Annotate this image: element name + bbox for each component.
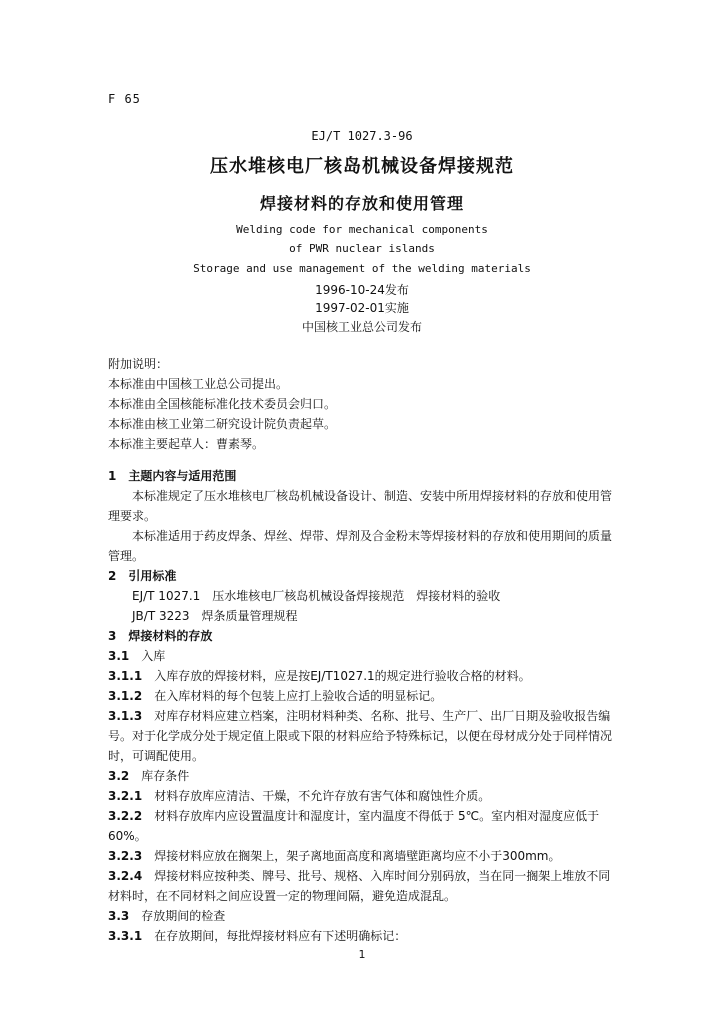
clause-number: 3.3.1	[108, 929, 143, 943]
clause-number: 3.1	[108, 649, 130, 663]
clause-text: 在入库材料的每个包装上应打上验收合适的明显标记。	[154, 689, 443, 703]
page-title: 压水堆核电厂核岛机械设备焊接规范	[210, 156, 514, 177]
clause-number: 3.2.4	[108, 869, 143, 883]
section-2-heading: 2 引用标准	[108, 569, 177, 583]
clause-3-2-2	[108, 806, 616, 846]
section-3-heading: 3 焊接材料的存放	[108, 629, 213, 643]
clause-3-1-3	[108, 706, 616, 766]
clause-text: 焊接材料应按种类、牌号、批号、规格、入库时间分别码放，当在同一搁架上堆放不同材料时，在不同材料之间应设置一定的物理间隔，避免造成混乱。	[108, 869, 611, 903]
clause-number: 3.3	[108, 909, 130, 923]
clause-text: 材料存放库内应设置温度计和湿度计，室内温度不得低于 5℃。室内相对湿度应低于60%。	[108, 809, 600, 843]
english-title-line-1: Welding code for mechanical components	[236, 223, 488, 236]
clause-number: 3.1.1	[108, 669, 143, 683]
clause-text: 材料存放库应清洁、干燥，不允许存放有害气体和腐蚀性介质。	[154, 789, 491, 803]
clause-text: 对库存材料应建立档案，注明材料种类、名称、批号、生产厂、出厂日期及验收报告编号。对于化学成分处于规定值上限或下限的材料应给予特殊标记，以便在母材成分处于同样情况时，可调配使用。	[108, 709, 613, 763]
clause-text: 在存放期间，每批焊接材料应有下述明确标记：	[154, 929, 407, 943]
section-1-paragraph-1: 本标准规定了压水堆核电厂核岛机械设备设计、制造、安装中所用焊接材料的存放和使用管理要求。	[108, 489, 613, 523]
clause-number: 3.2.1	[108, 789, 143, 803]
reference-1: EJ/T 1027.1 压水堆核电厂核岛机械设备焊接规范 焊接材料的验收	[132, 589, 501, 603]
category-code: F 65	[108, 92, 141, 106]
section-1-heading: 1 主题内容与适用范围	[108, 469, 237, 483]
page-subtitle: 焊接材料的存放和使用管理	[259, 194, 464, 213]
clause-text: 焊接材料应放在搁架上，架子离地面高度和离墙壁距离均应不小于300mm。	[154, 849, 561, 863]
clause-3-2-3	[108, 846, 616, 866]
section-1-paragraph-2: 本标准适用于药皮焊条、焊丝、焊带、焊剂及合金粉末等焊接材料的存放和使用期间的质量管理。	[108, 529, 613, 563]
notes-heading: 附加说明：	[108, 357, 169, 371]
english-title-line-2: of PWR nuclear islands	[289, 242, 435, 255]
clause-3-2	[108, 766, 616, 786]
clause-number: 3.2	[108, 769, 130, 783]
clause-text: 存放期间的检查	[141, 909, 226, 923]
clause-3-3-1	[108, 926, 616, 946]
clause-text: 入库存放的焊接材料，应是按EJ/T1027.1的规定进行验收合格的材料。	[154, 669, 531, 683]
reference-2: JB/T 3223 焊条质量管理规程	[132, 609, 298, 623]
clause-3-1	[108, 646, 616, 666]
clause-3-1-1	[108, 666, 616, 686]
standard-body	[108, 466, 616, 946]
notes-line: 本标准由中国核工业总公司提出。	[108, 377, 289, 391]
clause-3-3	[108, 906, 616, 926]
clause-3-1-2	[108, 686, 616, 706]
clause-3-2-1	[108, 786, 616, 806]
clause-text: 库存条件	[141, 769, 190, 783]
implementation-date: 1997-02-01实施	[315, 301, 409, 315]
clause-number: 3.2.2	[108, 809, 143, 823]
publisher: 中国核工业总公司发布	[301, 320, 422, 334]
clause-text: 入库	[141, 649, 166, 663]
additional-notes	[108, 354, 616, 454]
clause-3-2-4	[108, 866, 616, 906]
clause-number: 3.1.3	[108, 709, 143, 723]
page-number: 1	[358, 948, 366, 961]
notes-line: 本标准主要起草人：曹素琴。	[108, 437, 265, 451]
issue-date: 1996-10-24发布	[315, 283, 409, 297]
english-title-line-3: Storage and use management of the welding materials	[193, 262, 531, 275]
clause-number: 3.1.2	[108, 689, 143, 703]
standard-number: EJ/T 1027.3-96	[311, 129, 413, 143]
notes-line: 本标准由全国核能标准化技术委员会归口。	[108, 397, 337, 411]
notes-line: 本标准由核工业第二研究设计院负责起草。	[108, 417, 337, 431]
clause-number: 3.2.3	[108, 849, 143, 863]
